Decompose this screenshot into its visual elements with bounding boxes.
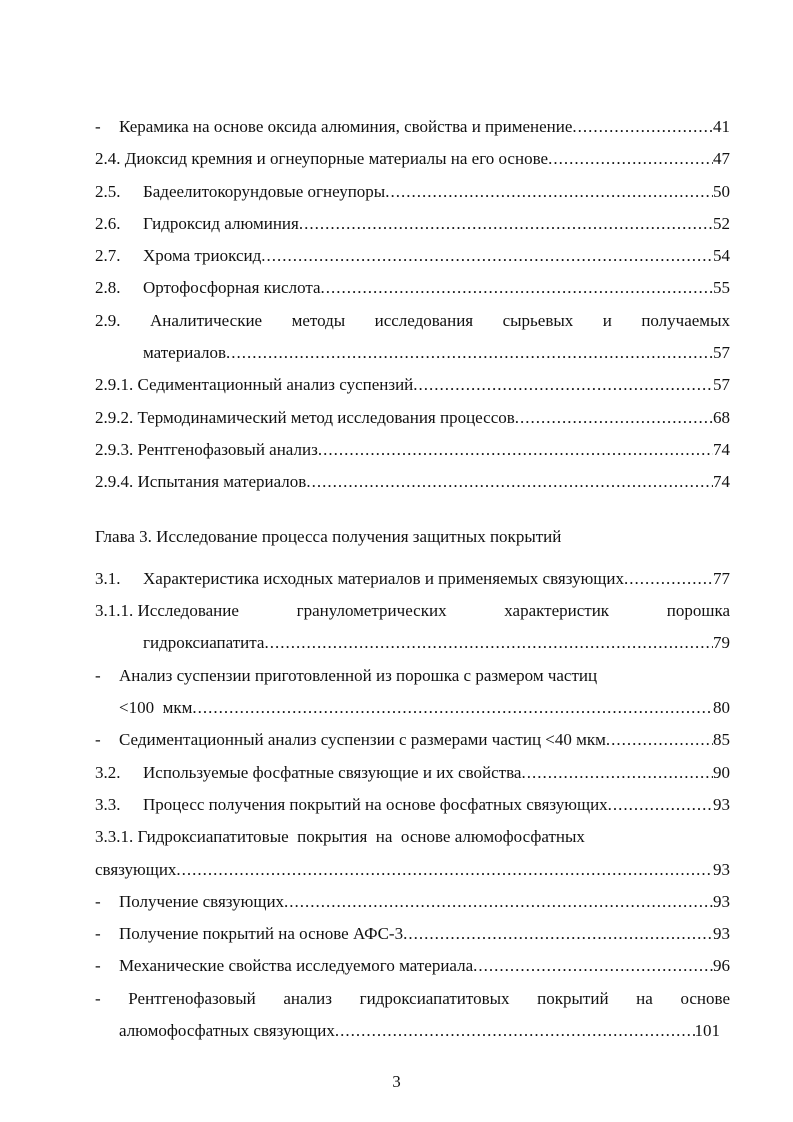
toc-word: характеристик <box>504 601 610 621</box>
section-number: 3.3. <box>95 794 121 814</box>
toc-page-number: 90 <box>713 762 730 782</box>
toc-entry <box>95 111 730 143</box>
toc-word: получаемых <box>641 310 730 330</box>
toc-page-number: 93 <box>713 891 730 911</box>
toc-entry <box>95 369 730 401</box>
toc-entry-justified <box>95 595 730 627</box>
toc-title: гидроксиапатита <box>143 633 265 653</box>
dot-leader <box>572 111 713 143</box>
page-number-footer: 3 <box>392 1072 401 1091</box>
section-number: 2.9. <box>95 310 121 330</box>
dot-leader <box>521 757 713 789</box>
chapter-heading: Глава 3. Исследование процесса получения защитных покрытий <box>95 526 562 546</box>
toc-entry-continuation <box>95 854 730 886</box>
list-marker: - <box>95 924 101 944</box>
toc-page-number: 74 <box>713 472 730 492</box>
toc-page-number: 74 <box>713 439 730 459</box>
dot-leader <box>606 724 713 756</box>
toc-word: основе <box>680 988 730 1008</box>
toc-title: Механические свойства исследуемого материала <box>119 956 474 976</box>
toc-title: 2.9.2. Термодинамический метод исследования процессов <box>95 407 515 427</box>
toc-title: Ортофосфорная кислота <box>143 278 321 298</box>
list-marker: - <box>95 730 101 750</box>
section-number: 2.5. <box>95 181 121 201</box>
section-number: 3.2. <box>95 762 121 782</box>
toc-word: методы <box>291 310 346 330</box>
list-marker: - <box>95 891 101 911</box>
dot-leader <box>192 692 713 724</box>
toc-title: алюмофосфатных связующих <box>119 1021 335 1041</box>
toc-word: исследования <box>374 310 474 330</box>
toc-entry <box>95 208 730 240</box>
toc-entry-continuation <box>95 692 730 724</box>
toc-page-number: 52 <box>713 213 730 233</box>
toc-word: порошка <box>666 601 730 621</box>
toc-title: Седиментационный анализ суспензии с размерами частиц <40 мкм <box>119 730 606 750</box>
toc-entry <box>95 176 730 208</box>
dot-leader <box>403 918 713 950</box>
toc-entry <box>95 143 730 175</box>
dot-leader <box>321 272 713 304</box>
section-number: 3.1. <box>95 568 121 588</box>
toc-entry-justified <box>95 305 730 337</box>
dot-leader <box>299 208 713 240</box>
toc-title: Получение связующих <box>119 891 285 911</box>
toc-entry <box>95 757 730 789</box>
dot-leader <box>306 466 713 498</box>
toc-title: Анализ суспензии приготовленной из порошка с размером частиц <box>119 665 598 685</box>
toc-entry <box>95 821 730 853</box>
toc-title: Керамика на основе оксида алюминия, свойства и применение <box>119 117 573 136</box>
toc-entry-continuation <box>95 1015 730 1047</box>
toc-entry <box>95 724 730 756</box>
toc-page-number: 96 <box>713 956 730 976</box>
toc-page-number: 41 <box>713 117 730 136</box>
toc-entry <box>95 660 730 692</box>
toc-entry <box>95 563 730 595</box>
list-marker: - <box>95 988 101 1008</box>
toc-entry <box>95 950 730 982</box>
toc-title: Получение покрытий на основе АФС-3 <box>119 924 404 944</box>
dot-leader <box>515 402 713 434</box>
list-marker: - <box>95 956 101 976</box>
toc-word: покрытий <box>537 988 609 1008</box>
dot-leader <box>473 950 713 982</box>
section-number: 2.7. <box>95 246 121 266</box>
toc-word: Рентгенофазовый <box>128 988 256 1008</box>
toc-title: Бадеелитокорундовые огнеупоры <box>143 181 386 201</box>
toc-title: Процесс получения покрытий на основе фосфатных связующих <box>143 794 608 814</box>
toc-entry <box>95 434 730 466</box>
toc-word: на <box>636 988 653 1008</box>
toc-entry-continuation <box>95 337 730 369</box>
list-marker: - <box>95 665 101 685</box>
toc-page-number: 57 <box>713 343 730 363</box>
toc-page-number: 50 <box>713 181 730 201</box>
toc-entry-continuation <box>95 627 730 659</box>
dot-leader <box>548 143 713 175</box>
table-of-contents <box>95 111 730 1047</box>
toc-title: Хрома триоксид <box>143 246 262 266</box>
toc-page-number: 93 <box>713 859 730 879</box>
toc-title: 2.9.3. Рентгенофазовый анализ <box>95 439 318 459</box>
dot-leader <box>261 240 713 272</box>
toc-entry <box>95 886 730 918</box>
toc-page-number: 54 <box>713 246 730 266</box>
toc-page-number: 80 <box>713 698 730 718</box>
toc-page-number: 93 <box>713 924 730 944</box>
spacer <box>95 553 730 563</box>
toc-page-number: 77 <box>713 568 730 588</box>
toc-page-number: 55 <box>713 278 730 298</box>
dot-leader <box>385 176 713 208</box>
spacer <box>95 499 730 521</box>
toc-title: материалов <box>143 343 227 363</box>
toc-title: 2.9.1. Седиментационный анализ суспензий <box>95 375 414 395</box>
dot-leader <box>608 789 713 821</box>
toc-word: Аналитические <box>149 310 263 330</box>
toc-entry <box>95 789 730 821</box>
toc-page-number: 85 <box>713 730 730 750</box>
toc-title: связующих <box>95 859 177 879</box>
toc-entry-justified <box>95 983 730 1015</box>
dot-leader <box>413 369 713 401</box>
toc-page-number: 79 <box>713 633 730 653</box>
toc-page-number: 93 <box>713 794 730 814</box>
toc-entry <box>95 466 730 498</box>
toc-title: <100 мкм <box>119 698 193 718</box>
dot-leader <box>176 854 713 886</box>
toc-word: 3.1.1. Исследование <box>95 601 239 621</box>
dot-leader <box>226 337 713 369</box>
list-marker: - <box>95 117 101 136</box>
toc-entry <box>95 272 730 304</box>
toc-title: Используемые фосфатные связующие и их свойства <box>143 762 522 782</box>
toc-word: и <box>602 310 612 330</box>
dot-leader <box>284 886 713 918</box>
dot-leader <box>264 627 713 659</box>
section-number: 2.6. <box>95 213 121 233</box>
toc-word: сырьевых <box>502 310 574 330</box>
toc-title: Характеристика исходных материалов и применяемых связующих <box>143 568 624 588</box>
dot-leader <box>624 563 713 595</box>
toc-page-number: 68 <box>713 407 730 427</box>
dot-leader <box>335 1015 695 1047</box>
toc-title: 2.4. Диоксид кремния и огнеупорные материалы на его основе <box>95 149 549 169</box>
toc-word: анализ <box>283 988 332 1008</box>
toc-word: гранулометрических <box>296 601 447 621</box>
toc-entry <box>95 918 730 950</box>
toc-page-number: 101 <box>694 1021 720 1041</box>
toc-entry <box>95 402 730 434</box>
toc-page-number: 57 <box>713 375 730 395</box>
toc-page-number: 47 <box>713 149 730 169</box>
toc-title: Гидроксид алюминия <box>143 213 299 233</box>
dot-leader <box>318 434 713 466</box>
toc-entry <box>95 240 730 272</box>
toc-title: 2.9.4. Испытания материалов <box>95 472 307 492</box>
toc-title: 3.3.1. Гидроксиапатитовые покрытия на основе алюмофосфатных <box>95 827 585 847</box>
toc-word: гидроксиапатитовых <box>359 988 510 1008</box>
section-number: 2.8. <box>95 278 121 298</box>
